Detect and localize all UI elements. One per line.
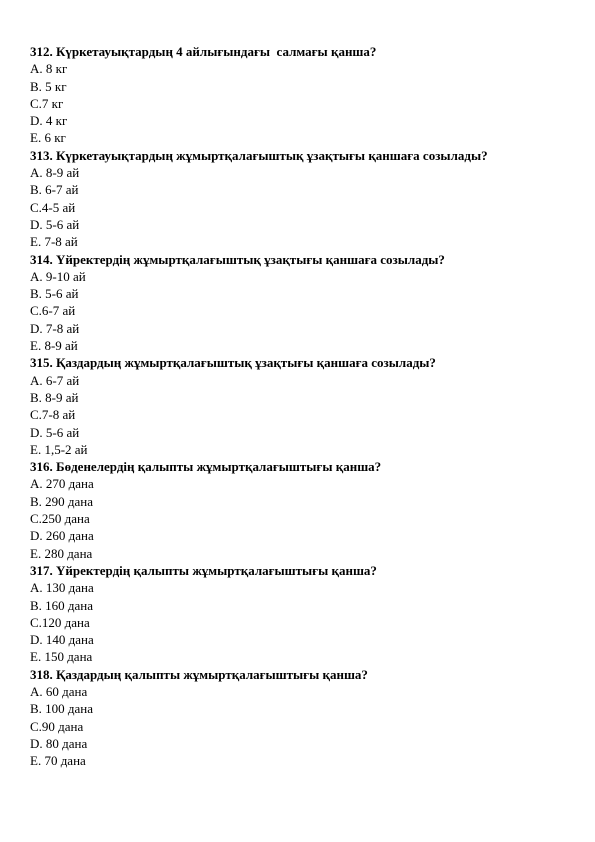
question-title: 317. Үйректердің қалыпты жұмыртқалағыштығы қанша?: [30, 562, 377, 578]
question-title: 315. Қаздардың жұмыртқалағыштық ұзақтығы қаншаға созылады?: [30, 355, 436, 371]
answer-option-c: C.90 дана: [30, 718, 84, 734]
answer-option-c: C.250 дана: [30, 511, 90, 527]
question-313: [30, 147, 570, 251]
answer-option-b: B. 100 дана: [30, 701, 94, 717]
answer-option-e: E. 7-8 ай: [30, 234, 78, 250]
question-title: 316. Бөденелердің қалыпты жұмыртқалағыштығы қанша?: [30, 459, 382, 475]
answer-option-e: E. 150 дана: [30, 649, 93, 665]
question-title: 312. Күркетауықтардың 4 айлығындағы салмағы қанша?: [30, 44, 377, 59]
answer-option-d: D. 5-6 ай: [30, 216, 80, 232]
answer-option-b: B. 6-7 ай: [30, 182, 79, 198]
answer-option-d: D. 80 дана: [30, 735, 88, 751]
question-title: 318. Қаздардың қалыпты жұмыртқалағыштығы қанша?: [30, 666, 368, 682]
question-316: [30, 458, 570, 562]
document-page: [30, 43, 570, 769]
question-312: [30, 43, 570, 147]
answer-option-d: D. 260 дана: [30, 528, 94, 544]
answer-option-a: A. 8 кг: [30, 61, 68, 77]
answer-option-a: A. 270 дана: [30, 476, 94, 492]
answer-option-c: C.6-7 ай: [30, 303, 76, 319]
answer-option-d: D. 4 кг: [30, 113, 68, 129]
answer-option-e: E. 8-9 ай: [30, 338, 78, 354]
question-title: 314. Үйректердің жұмыртқалағыштық ұзақтығы қаншаға созылады?: [30, 251, 445, 267]
question-title: 313. Күркетауықтардың жұмыртқалағыштық ұзақтығы қаншаға созылады?: [30, 147, 488, 163]
question-318: [30, 666, 570, 770]
answer-option-a: A. 6-7 ай: [30, 372, 80, 388]
answer-option-b: B. 5-6 ай: [30, 286, 79, 302]
answer-option-b: B. 290 дана: [30, 493, 94, 509]
answer-option-e: E. 280 дана: [30, 545, 93, 561]
answer-option-b: B. 160 дана: [30, 597, 94, 613]
answer-option-d: D. 5-6 ай: [30, 424, 80, 440]
answer-option-a: A. 130 дана: [30, 580, 94, 596]
answer-option-d: D. 7-8 ай: [30, 320, 80, 336]
answer-option-c: C.7 кг: [30, 95, 64, 111]
question-317: [30, 562, 570, 666]
answer-option-a: A. 8-9 ай: [30, 165, 80, 181]
answer-option-c: C.120 дана: [30, 614, 90, 630]
answer-option-c: C.4-5 ай: [30, 199, 76, 215]
answer-option-b: B. 8-9 ай: [30, 389, 79, 405]
question-314: [30, 251, 570, 355]
answer-option-e: E. 70 дана: [30, 753, 86, 769]
answer-option-a: A. 9-10 ай: [30, 268, 86, 284]
answer-option-a: A. 60 дана: [30, 683, 88, 699]
answer-option-c: C.7-8 ай: [30, 407, 76, 423]
answer-option-d: D. 140 дана: [30, 632, 94, 648]
answer-option-b: B. 5 кг: [30, 78, 67, 94]
question-315: [30, 354, 570, 458]
answer-option-e: E. 6 кг: [30, 130, 66, 146]
answer-option-e: E. 1,5-2 ай: [30, 441, 88, 457]
